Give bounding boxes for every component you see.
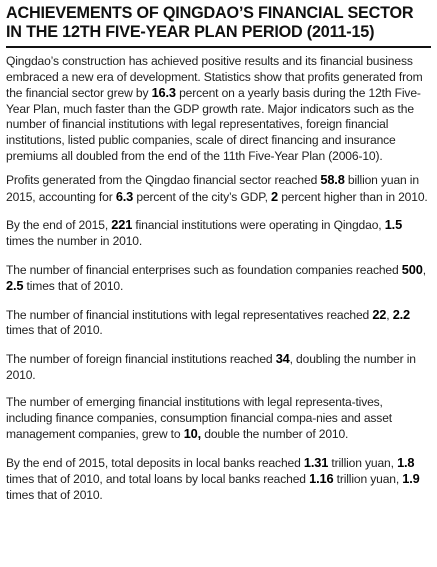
- highlight-figure: 6.3: [115, 188, 134, 204]
- highlight-figure: 1.31: [303, 454, 329, 470]
- achievement-item: [6, 395, 431, 443]
- highlight-figure: 1.5: [384, 217, 403, 233]
- highlight-figure: 16.3: [151, 85, 176, 101]
- text-run: Qingdao’s construction has achieved positive results and its financial business embraced a new era of development. Statistics show that profits generated from the financial sector grew by: [6, 54, 423, 101]
- text-run: percent higher than in 2010.: [278, 189, 428, 204]
- page-title: [6, 4, 431, 42]
- achievement-item: [6, 351, 431, 383]
- text-run: times the number in 2010.: [6, 233, 143, 248]
- text-run: ,: [422, 262, 426, 277]
- text-run: percent on a yearly basis during the 12th Five-Year Plan, much faster than the GDP growth rate. Major indicators such as the number of financial institutions with legal representatives, foreign financial institutions, listed public companies, scale of direct financing and insurance premiums all doubled from the end of the 11th Five-Year Plan (2006-10).: [6, 86, 421, 163]
- achievement-list: [6, 172, 431, 504]
- achievement-item: [6, 307, 431, 339]
- highlight-figure: 2.2: [392, 306, 411, 322]
- highlight-figure: 2.5: [6, 278, 24, 294]
- text-run: The number of emerging financial institutions with legal representa-tives, including finance companies, consumption financial compa-nies and asset management companies, grew to: [6, 395, 392, 442]
- highlight-figure: 34: [275, 350, 290, 366]
- highlight-figure: 1.16: [309, 471, 334, 487]
- highlight-figure: 1.9: [402, 471, 420, 487]
- title-line-2: IN THE 12TH FIVE-YEAR PLAN PERIOD (2011-15): [6, 23, 375, 41]
- highlight-figure: 221: [111, 217, 133, 233]
- highlight-figure: 2: [271, 188, 278, 204]
- text-run: financial institutions were operating in Qingdao,: [132, 218, 385, 233]
- text-run: , doubling the number in 2010.: [6, 351, 416, 382]
- text-run: The number of financial institutions with legal representatives reached: [6, 307, 373, 322]
- text-run: Profits generated from the Qingdao financial sector reached: [6, 173, 321, 188]
- text-run: By the end of 2015,: [6, 218, 112, 233]
- highlight-figure: 10,: [183, 426, 202, 442]
- title-line-1: ACHIEVEMENTS OF QINGDAO’S FINANCIAL SECTOR: [6, 4, 414, 22]
- text-run: double the number of 2010.: [201, 427, 349, 442]
- achievement-item: [6, 172, 431, 205]
- text-run: billion yuan in 2015, accounting for: [6, 173, 419, 204]
- text-run: trillion yuan,: [328, 455, 398, 470]
- text-run: times that of 2010.: [6, 488, 103, 503]
- text-run: times that of 2010.: [6, 323, 103, 338]
- text-run: By the end of 2015, total deposits in local banks reached: [6, 455, 304, 470]
- text-run: The number of foreign financial institutions reached: [6, 351, 276, 366]
- highlight-figure: 22: [372, 306, 387, 322]
- text-run: times that of 2010, and total loans by local banks reached: [6, 472, 310, 487]
- text-run: times that of 2010.: [23, 279, 124, 294]
- text-run: ,: [386, 307, 393, 322]
- text-run: trillion yuan,: [333, 472, 403, 487]
- achievement-item: [6, 217, 431, 249]
- highlight-figure: 1.8: [397, 454, 415, 470]
- title-divider: [6, 46, 431, 48]
- intro-paragraph: [6, 54, 431, 164]
- text-run: The number of financial enterprises such as foundation companies reached: [6, 262, 402, 277]
- text-run: percent of the city’s GDP,: [133, 189, 272, 204]
- achievement-item: [6, 262, 431, 295]
- achievement-item: [6, 455, 431, 504]
- highlight-figure: 500: [401, 261, 423, 277]
- highlight-figure: 58.8: [320, 172, 345, 188]
